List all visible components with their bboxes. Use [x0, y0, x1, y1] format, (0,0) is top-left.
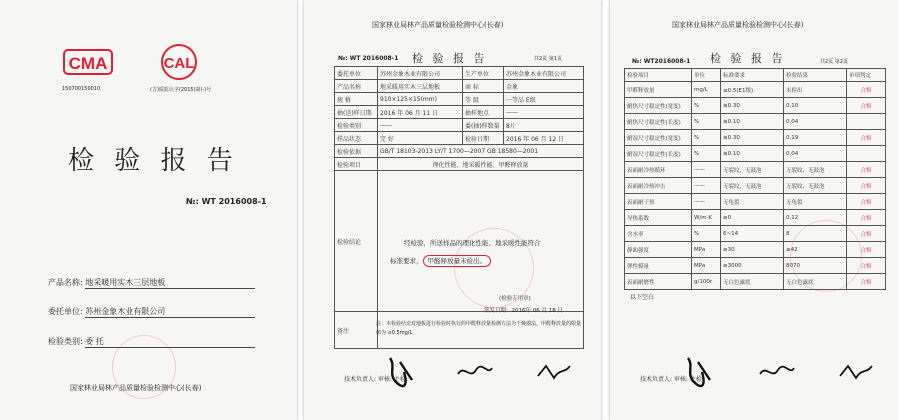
sign-date: 签发日期：2016年 06 月 18 日	[484, 308, 563, 314]
cell: 含水率	[625, 226, 692, 242]
cell: 0.10	[784, 98, 847, 114]
verdict-cell: 合格	[847, 162, 886, 178]
cover-page	[0, 0, 297, 420]
field-label: 检验类别:	[48, 337, 83, 346]
report-title: 检 验 报 告	[68, 146, 239, 176]
table-row	[625, 130, 886, 146]
cell: GB/T 18103-2013 LY/T 1700—2007 GB 18580—2001	[378, 145, 584, 158]
verdict-cell: 合格	[847, 210, 886, 226]
cell: 耐热尺寸稳定性(长度)	[625, 114, 692, 130]
field-value: 地采暖用实木三层地板	[85, 277, 255, 289]
cell: 产品名称	[335, 80, 378, 93]
cell: ≤0.30	[721, 98, 784, 114]
cell: 表面耐干热	[625, 194, 692, 210]
cal-caption: (吉)质监认字(2015)第(-)号	[150, 87, 212, 93]
cell: ——	[692, 178, 721, 194]
cell: ≤0.10	[721, 146, 784, 162]
cell: 检验项目	[335, 158, 378, 171]
cell: 检验依据	[335, 145, 378, 158]
column-header: 检验项目	[625, 69, 692, 82]
field-value: 苏州金象木业有限公司	[85, 306, 255, 318]
cell: 商 标	[463, 80, 504, 93]
cover-field-product	[48, 277, 255, 289]
cell: 导热系数	[625, 210, 692, 226]
table-row	[335, 145, 584, 158]
cell: MPa	[692, 258, 721, 274]
cell: mg/L	[692, 82, 721, 98]
cell: ≥0	[721, 210, 784, 226]
cell: 表面耐冷热循环	[625, 162, 692, 178]
cell: 金象	[504, 80, 584, 93]
cell: 等 级	[463, 93, 504, 106]
page-counter: 共2页 第2页	[820, 59, 848, 65]
table-row	[335, 132, 584, 145]
cell: 检验日期	[463, 132, 504, 145]
cma-logo	[62, 44, 114, 84]
table-row	[625, 82, 886, 98]
verdict-cell: 合格	[847, 226, 886, 242]
cell: ——	[692, 162, 721, 178]
signature-icon	[756, 360, 796, 384]
table-row	[335, 93, 584, 106]
cell: 委托单位	[335, 67, 378, 80]
conclusion-prefix: 标准要求，	[390, 257, 423, 265]
cell: 地采暖用实木三层地板	[378, 80, 463, 93]
report-page-1	[304, 0, 601, 420]
conclusion-line-1: 经检验，所送样品的理化性能、地采暖性能符合	[404, 239, 541, 247]
table-row	[625, 98, 886, 114]
cell: 完 好	[378, 132, 463, 145]
signature-icon	[680, 352, 720, 390]
cell: ≤0.30	[721, 130, 784, 146]
cell: 无白色露底	[784, 274, 847, 290]
verdict-cell: 合格	[847, 258, 886, 274]
cell: 耐热尺寸稳定性(宽度)	[625, 98, 692, 114]
table-row	[625, 146, 886, 162]
column-header: 单位	[692, 69, 721, 82]
table-row	[625, 210, 886, 226]
cell: 910×125×15(mm)	[378, 93, 463, 106]
cell: 无裂纹、无鼓泡	[721, 162, 784, 178]
verdict-cell: 合格	[847, 98, 886, 114]
cell: %	[692, 130, 721, 146]
cell: ≥30	[721, 242, 784, 258]
page-counter: 共2页 第1页	[534, 56, 562, 62]
cell: 0.04	[784, 114, 847, 130]
report-number: №: WT 2016008-1	[186, 197, 267, 206]
cell: 8	[784, 226, 847, 242]
cell: 无龟裂	[721, 194, 784, 210]
center-name: 国家林业局林产品质量检验检测中心(长春)	[672, 21, 804, 29]
cell: 生产单位	[463, 67, 504, 80]
seal-text: (检验专用章)	[499, 296, 531, 302]
cell: 理化性能、地采暖性能、甲醛释放量	[378, 158, 584, 171]
cell: 抽(送)样日期	[335, 106, 378, 119]
cell: ≤0.5(E1级)	[721, 82, 784, 98]
cell: ≥3000	[721, 258, 784, 274]
table-row	[625, 114, 886, 130]
cover-footer: 国家林业局林产品质量检验检测中心(长春)	[70, 384, 202, 392]
cell: 未检出	[784, 82, 847, 98]
cell: %	[692, 226, 721, 242]
cell: 抽样地点	[463, 106, 504, 119]
verdict-cell: 合格	[847, 130, 886, 146]
seal-stamp	[790, 220, 862, 292]
signature-row: 技术负责人: 审核: 主检:	[640, 376, 704, 383]
cell: %	[692, 114, 721, 130]
cell: 备注	[335, 312, 378, 349]
cell: 检验结论	[335, 171, 378, 312]
svg-text:CMA: CMA	[68, 54, 108, 73]
field-label: 产品名称:	[48, 278, 83, 287]
cell: 表面耐冷热冲击	[625, 178, 692, 194]
cell: 甲醛释放量	[625, 82, 692, 98]
report-title: 检 验 报 告	[412, 52, 488, 65]
cell: 8片	[504, 119, 584, 132]
cell: ——	[504, 106, 584, 119]
cell: 无裂纹、无鼓泡	[784, 162, 847, 178]
verdict-cell	[847, 114, 886, 130]
cal-logo	[157, 42, 201, 86]
report-page-2	[610, 0, 899, 420]
cell: 无龟裂	[784, 194, 847, 210]
cell: 耐湿尺寸稳定性(宽度)	[625, 130, 692, 146]
cover-field-client	[48, 306, 255, 318]
cell: ≤0.10	[721, 114, 784, 130]
cell: ——	[692, 194, 721, 210]
table-row	[625, 194, 886, 210]
table-row	[625, 178, 886, 194]
cell: 无裂纹、无鼓泡	[721, 178, 784, 194]
verdict-cell: 合格	[847, 274, 886, 290]
cell: 弹性模量	[625, 258, 692, 274]
cell: 规 格	[335, 93, 378, 106]
report-title: 检 验 报 告	[710, 52, 786, 65]
center-name: 国家林业局林产品质量检验检测中心(长春)	[372, 21, 504, 29]
cell: ≥42	[784, 242, 847, 258]
signature-icon	[836, 360, 876, 384]
cell: 表面耐磨性	[625, 274, 692, 290]
column-header: 检验结果	[784, 69, 847, 82]
cell: %	[692, 98, 721, 114]
cell: 一等品 E级	[504, 93, 584, 106]
table-row	[335, 67, 584, 80]
cell: 耐湿尺寸稳定性(长度)	[625, 146, 692, 162]
cell: 委(抽)样数量	[463, 119, 504, 132]
column-header: 单项判定	[847, 69, 886, 82]
field-label: 委托单位:	[48, 307, 83, 316]
cell: 8070	[784, 258, 847, 274]
table-row	[335, 106, 584, 119]
cell: g/100r	[692, 274, 721, 290]
remark-text: 注：本检验结论对地板进行检验时执行的甲醛释放量检测方法为干燥器法，甲醛释放量的限量值为 ≤0.5mg/L	[376, 321, 582, 336]
verdict-cell: 合格	[847, 242, 886, 258]
cell: 无白色露底	[721, 274, 784, 290]
svg-text:CAL: CAL	[163, 55, 195, 72]
cma-number: 150700150010	[62, 86, 101, 92]
column-header: 标准要求	[721, 69, 784, 82]
cell: 2016 年 06 月 11 日	[378, 106, 463, 119]
end-note: 以下空白	[630, 294, 655, 301]
cell: 0.04	[784, 146, 847, 162]
cell: 检验类别	[335, 119, 378, 132]
signature-row: 技术负责人: 审核: 主检:	[344, 376, 408, 383]
cell: 0.19	[784, 130, 847, 146]
table-row	[335, 119, 584, 132]
cell: 无裂纹、无鼓泡	[784, 178, 847, 194]
cell: 2016 年 06 月 12 日	[504, 132, 584, 145]
cell: 静曲强度	[625, 242, 692, 258]
table-row	[335, 80, 584, 93]
signature-icon	[534, 360, 574, 384]
cell: 0.12	[784, 210, 847, 226]
report-number: №: WT 2016008-1	[338, 55, 399, 62]
verdict-cell: 合格	[847, 82, 886, 98]
cell: ——	[378, 119, 463, 132]
table-header-row	[625, 69, 886, 82]
cell: MPa	[692, 242, 721, 258]
cell: 6~14	[721, 226, 784, 242]
verdict-cell: 合格	[847, 178, 886, 194]
cell: 苏州金象木业有限公司	[504, 67, 584, 80]
table-row	[625, 162, 886, 178]
highlighted-result: 甲醛释放量未检出。	[423, 255, 492, 267]
signature-icon	[454, 360, 494, 384]
cell: 样品状态	[335, 132, 378, 145]
verdict-cell	[847, 146, 886, 162]
table-row	[335, 158, 584, 171]
cell: W/m·K	[692, 210, 721, 226]
cell: 苏州金象木业有限公司	[378, 67, 463, 80]
field-value: 委 托	[85, 336, 255, 348]
verdict-cell: 合格	[847, 194, 886, 210]
cell: %	[692, 146, 721, 162]
signature-icon	[382, 352, 422, 390]
report-number: №: WT2016008-1	[632, 58, 691, 65]
